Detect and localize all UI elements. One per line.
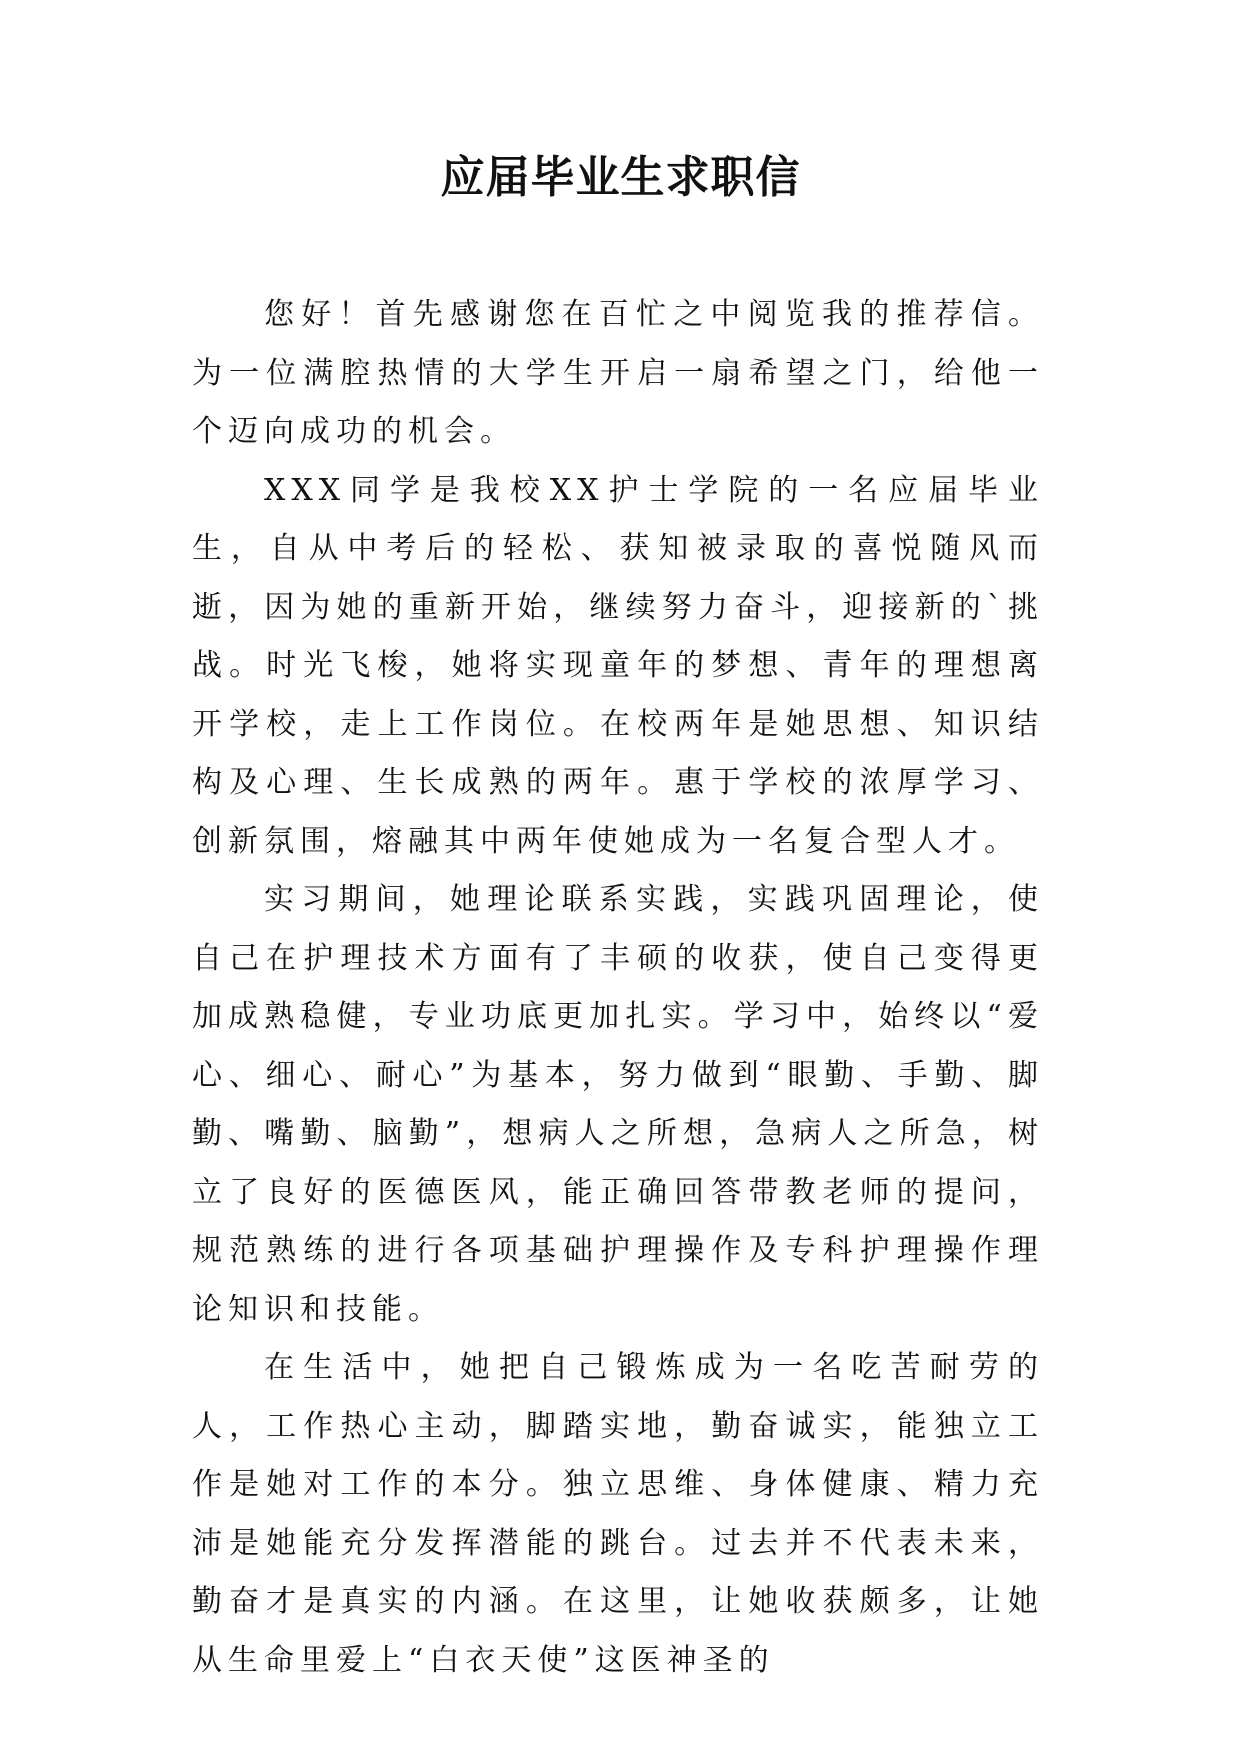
paragraph-introduction: XXX同学是我校XX护士学院的一名应届毕业生，自从中考后的轻松、获知被录取的喜悦随风而逝，因为她的重新开始，继续努力奋斗，迎接新的`挑战。时光飞梭，她将实现童年的梦想、青年的理想离开学校，走上工作岗位。在校两年是她思想、知识结构及心理、生长成熟的两年。惠于学校的浓厚学习、创新氛围，熔融其中两年使她成为一名复合型人才。 [192, 472, 1044, 859]
paragraph-life: 在生活中，她把自己锻炼成为一名吃苦耐劳的人，工作热心主动，脚踏实地，勤奋诚实，能独立工作是她对工作的本分。独立思维、身体健康、精力充沛是她能充分发挥潜能的跳台。过去并不代表未来，勤奋才是真实的内涵。在这里，让她收获颇多，让她从生命里爱上“白衣天使”这医神圣的 [192, 1350, 1044, 1678]
paragraph-internship: 实习期间，她理论联系实践，实践巩固理论，使自己在护理技术方面有了丰硕的收获，使自己变得更加成熟稳健，专业功底更加扎实。学习中，始终以“爱心、细心、耐心”为基本，努力做到“眼勤、手勤、脚勤、嘴勤、脑勤”，想病人之所想，急病人之所急，树立了良好的医德医风，能正确回答带教老师的提问，规范熟练的进行各项基础护理操作及专科护理操作理论知识和技能。 [192, 882, 1044, 1327]
paragraph-greeting: 您好！首先感谢您在百忙之中阅览我的推荐信。为一位满腔热情的大学生开启一扇希望之门，给他一个迈向成功的机会。 [192, 297, 1044, 449]
letter-body [192, 286, 1044, 1690]
document-title: 应届毕业生求职信 [440, 152, 801, 203]
